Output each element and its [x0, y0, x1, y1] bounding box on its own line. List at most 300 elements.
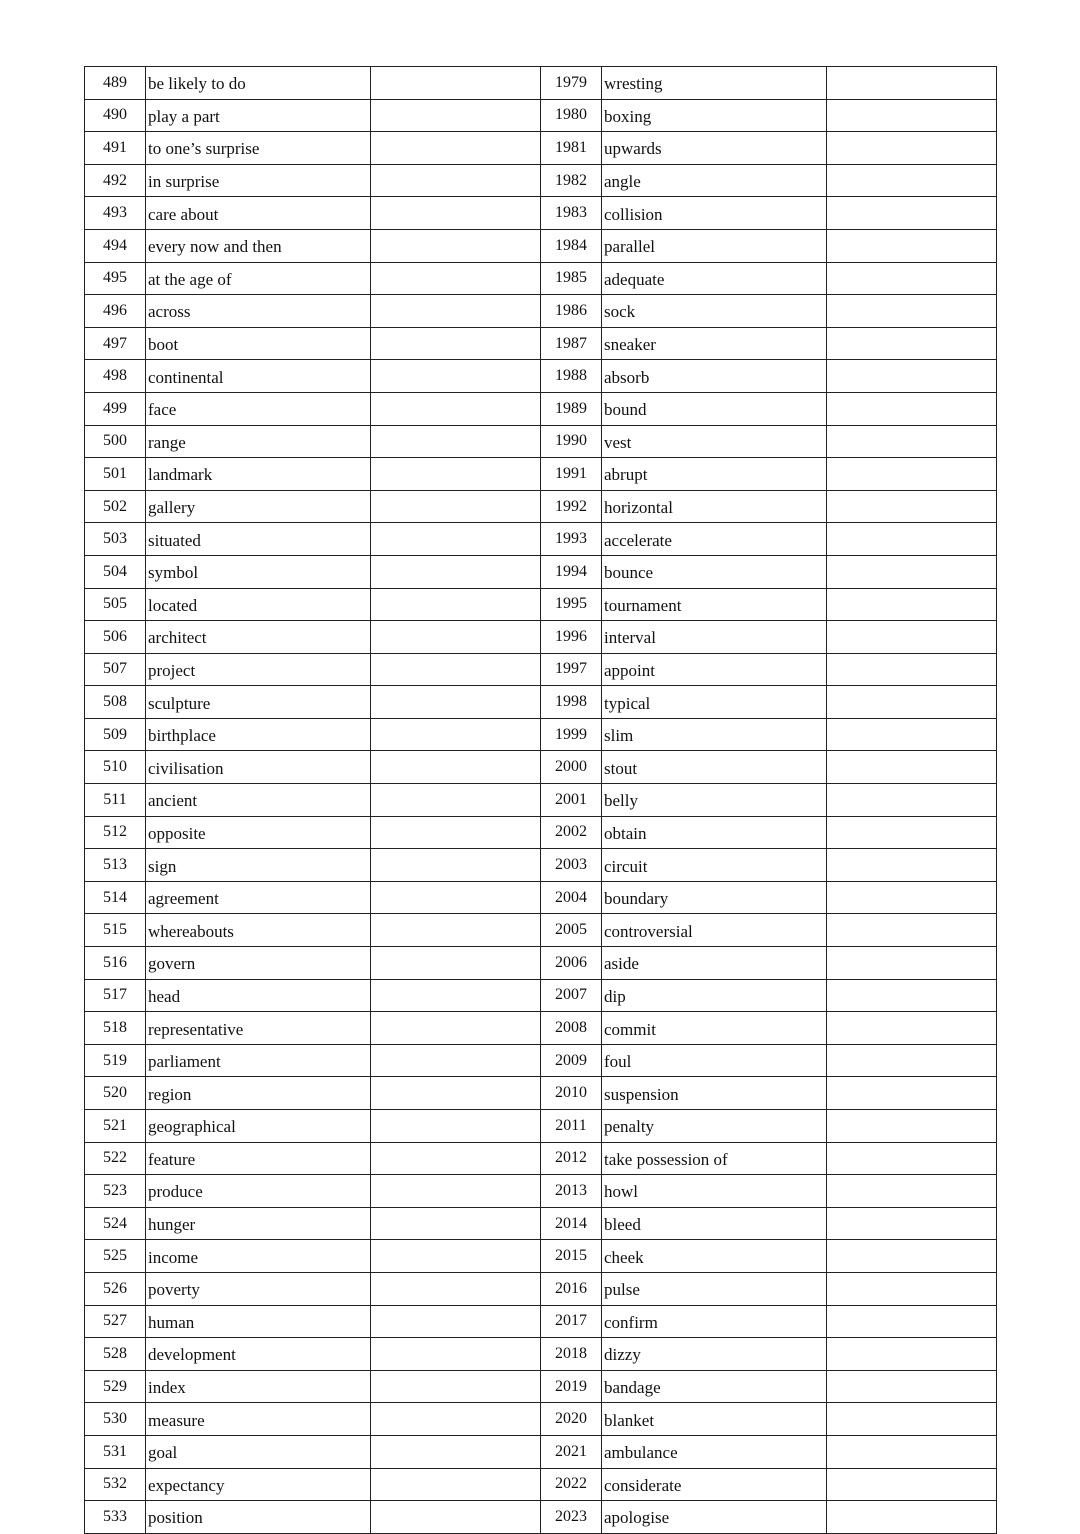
right-entry-word: parallel — [602, 229, 827, 262]
table-row — [85, 588, 997, 621]
left-entry-number: 515 — [85, 914, 146, 947]
right-answer-cell — [827, 849, 997, 882]
left-entry-number: 532 — [85, 1468, 146, 1501]
left-answer-cell — [371, 523, 541, 556]
left-entry-word: whereabouts — [146, 914, 371, 947]
table-row — [85, 1501, 997, 1534]
right-entry-word: howl — [602, 1175, 827, 1208]
left-answer-cell — [371, 360, 541, 393]
right-entry-word: confirm — [602, 1305, 827, 1338]
left-answer-cell — [371, 914, 541, 947]
table-row — [85, 914, 997, 947]
right-entry-word: stout — [602, 751, 827, 784]
table-row — [85, 1468, 997, 1501]
table-row — [85, 1370, 997, 1403]
right-answer-cell — [827, 262, 997, 295]
right-answer-cell — [827, 784, 997, 817]
left-entry-word: birthplace — [146, 718, 371, 751]
left-entry-number: 500 — [85, 425, 146, 458]
left-entry-word: expectancy — [146, 1468, 371, 1501]
right-answer-cell — [827, 523, 997, 556]
table-row — [85, 816, 997, 849]
table-row — [85, 1435, 997, 1468]
left-entry-number: 492 — [85, 164, 146, 197]
table-row — [85, 1338, 997, 1371]
left-entry-number: 522 — [85, 1142, 146, 1175]
left-entry-number: 528 — [85, 1338, 146, 1371]
left-entry-word: be likely to do — [146, 67, 371, 100]
right-entry-number: 1996 — [541, 621, 602, 654]
table-row — [85, 425, 997, 458]
table-row — [85, 1240, 997, 1273]
table-row — [85, 947, 997, 980]
right-answer-cell — [827, 490, 997, 523]
right-entry-word: ambulance — [602, 1435, 827, 1468]
right-entry-number: 2019 — [541, 1370, 602, 1403]
right-answer-cell — [827, 653, 997, 686]
left-entry-word: landmark — [146, 458, 371, 491]
left-entry-word: architect — [146, 621, 371, 654]
left-entry-word: human — [146, 1305, 371, 1338]
left-entry-number: 531 — [85, 1435, 146, 1468]
right-entry-number: 2007 — [541, 979, 602, 1012]
right-answer-cell — [827, 360, 997, 393]
table-row — [85, 229, 997, 262]
right-entry-number: 2022 — [541, 1468, 602, 1501]
table-row — [85, 490, 997, 523]
right-entry-word: bandage — [602, 1370, 827, 1403]
left-entry-word: civilisation — [146, 751, 371, 784]
right-answer-cell — [827, 1175, 997, 1208]
right-entry-word: considerate — [602, 1468, 827, 1501]
left-entry-word: govern — [146, 947, 371, 980]
left-answer-cell — [371, 197, 541, 230]
left-answer-cell — [371, 1240, 541, 1273]
right-entry-number: 1984 — [541, 229, 602, 262]
right-answer-cell — [827, 425, 997, 458]
right-answer-cell — [827, 1305, 997, 1338]
left-answer-cell — [371, 327, 541, 360]
right-entry-word: sneaker — [602, 327, 827, 360]
table-row — [85, 262, 997, 295]
left-entry-number: 524 — [85, 1207, 146, 1240]
right-entry-number: 1991 — [541, 458, 602, 491]
right-entry-number: 2021 — [541, 1435, 602, 1468]
left-entry-word: goal — [146, 1435, 371, 1468]
right-answer-cell — [827, 751, 997, 784]
right-entry-number: 2018 — [541, 1338, 602, 1371]
left-entry-word: hunger — [146, 1207, 371, 1240]
right-entry-word: boxing — [602, 99, 827, 132]
right-entry-word: dip — [602, 979, 827, 1012]
left-entry-number: 504 — [85, 555, 146, 588]
right-entry-number: 2008 — [541, 1012, 602, 1045]
left-answer-cell — [371, 621, 541, 654]
left-entry-word: region — [146, 1077, 371, 1110]
left-answer-cell — [371, 99, 541, 132]
right-entry-number: 1989 — [541, 392, 602, 425]
right-answer-cell — [827, 295, 997, 328]
left-entry-number: 502 — [85, 490, 146, 523]
table-row — [85, 360, 997, 393]
right-answer-cell — [827, 1207, 997, 1240]
left-entry-word: across — [146, 295, 371, 328]
left-answer-cell — [371, 881, 541, 914]
left-entry-number: 499 — [85, 392, 146, 425]
right-entry-word: slim — [602, 718, 827, 751]
table-row — [85, 1044, 997, 1077]
left-entry-number: 525 — [85, 1240, 146, 1273]
right-entry-number: 2017 — [541, 1305, 602, 1338]
left-entry-number: 513 — [85, 849, 146, 882]
right-entry-word: vest — [602, 425, 827, 458]
left-entry-number: 503 — [85, 523, 146, 556]
left-entry-word: geographical — [146, 1110, 371, 1143]
right-entry-number: 2009 — [541, 1044, 602, 1077]
right-entry-word: controversial — [602, 914, 827, 947]
left-entry-number: 493 — [85, 197, 146, 230]
left-answer-cell — [371, 979, 541, 1012]
left-entry-number: 514 — [85, 881, 146, 914]
left-answer-cell — [371, 1110, 541, 1143]
right-entry-number: 2014 — [541, 1207, 602, 1240]
left-entry-number: 526 — [85, 1272, 146, 1305]
left-answer-cell — [371, 229, 541, 262]
right-answer-cell — [827, 979, 997, 1012]
right-entry-number: 2000 — [541, 751, 602, 784]
left-entry-number: 498 — [85, 360, 146, 393]
table-row — [85, 295, 997, 328]
left-entry-number: 489 — [85, 67, 146, 100]
right-entry-number: 2004 — [541, 881, 602, 914]
right-entry-number: 1990 — [541, 425, 602, 458]
right-entry-number: 2012 — [541, 1142, 602, 1175]
left-entry-number: 507 — [85, 653, 146, 686]
right-answer-cell — [827, 1468, 997, 1501]
right-answer-cell — [827, 816, 997, 849]
table-row — [85, 1403, 997, 1436]
right-entry-number: 1983 — [541, 197, 602, 230]
right-answer-cell — [827, 1240, 997, 1273]
right-entry-number: 1997 — [541, 653, 602, 686]
right-entry-word: apologise — [602, 1501, 827, 1534]
left-entry-number: 520 — [85, 1077, 146, 1110]
right-entry-word: cheek — [602, 1240, 827, 1273]
right-entry-number: 1992 — [541, 490, 602, 523]
left-entry-number: 527 — [85, 1305, 146, 1338]
left-entry-number: 518 — [85, 1012, 146, 1045]
table-row — [85, 1305, 997, 1338]
left-entry-word: situated — [146, 523, 371, 556]
left-answer-cell — [371, 1305, 541, 1338]
left-answer-cell — [371, 1501, 541, 1534]
table-row — [85, 1142, 997, 1175]
left-entry-word: every now and then — [146, 229, 371, 262]
left-entry-number: 501 — [85, 458, 146, 491]
left-entry-word: sign — [146, 849, 371, 882]
left-answer-cell — [371, 295, 541, 328]
right-entry-word: suspension — [602, 1077, 827, 1110]
right-entry-word: penalty — [602, 1110, 827, 1143]
right-answer-cell — [827, 1272, 997, 1305]
left-entry-number: 517 — [85, 979, 146, 1012]
right-entry-word: belly — [602, 784, 827, 817]
table-row — [85, 132, 997, 165]
left-answer-cell — [371, 490, 541, 523]
table-row — [85, 1272, 997, 1305]
table-row — [85, 653, 997, 686]
right-entry-number: 1994 — [541, 555, 602, 588]
right-entry-word: horizontal — [602, 490, 827, 523]
left-entry-word: symbol — [146, 555, 371, 588]
right-answer-cell — [827, 1435, 997, 1468]
table-row — [85, 164, 997, 197]
right-entry-number: 1999 — [541, 718, 602, 751]
left-entry-word: index — [146, 1370, 371, 1403]
table-row — [85, 881, 997, 914]
left-answer-cell — [371, 132, 541, 165]
left-entry-word: ancient — [146, 784, 371, 817]
left-answer-cell — [371, 816, 541, 849]
vocabulary-table — [84, 66, 997, 1534]
table-row — [85, 99, 997, 132]
right-answer-cell — [827, 1110, 997, 1143]
left-entry-number: 490 — [85, 99, 146, 132]
left-entry-word: opposite — [146, 816, 371, 849]
right-entry-number: 2005 — [541, 914, 602, 947]
left-answer-cell — [371, 262, 541, 295]
left-entry-word: feature — [146, 1142, 371, 1175]
left-answer-cell — [371, 164, 541, 197]
right-entry-word: foul — [602, 1044, 827, 1077]
right-entry-number: 2013 — [541, 1175, 602, 1208]
right-entry-word: bleed — [602, 1207, 827, 1240]
left-entry-number: 491 — [85, 132, 146, 165]
left-answer-cell — [371, 1207, 541, 1240]
right-entry-number: 1979 — [541, 67, 602, 100]
left-entry-word: position — [146, 1501, 371, 1534]
right-answer-cell — [827, 99, 997, 132]
right-entry-number: 1998 — [541, 686, 602, 719]
left-answer-cell — [371, 686, 541, 719]
right-entry-number: 2015 — [541, 1240, 602, 1273]
right-entry-word: take possession of — [602, 1142, 827, 1175]
right-entry-word: collision — [602, 197, 827, 230]
right-answer-cell — [827, 1044, 997, 1077]
table-row — [85, 621, 997, 654]
right-entry-word: wresting — [602, 67, 827, 100]
left-answer-cell — [371, 1044, 541, 1077]
left-entry-number: 519 — [85, 1044, 146, 1077]
table-row — [85, 197, 997, 230]
left-entry-word: project — [146, 653, 371, 686]
left-entry-word: measure — [146, 1403, 371, 1436]
left-answer-cell — [371, 1370, 541, 1403]
right-answer-cell — [827, 1077, 997, 1110]
right-entry-word: interval — [602, 621, 827, 654]
left-answer-cell — [371, 1468, 541, 1501]
left-entry-number: 509 — [85, 718, 146, 751]
left-entry-number: 511 — [85, 784, 146, 817]
table-row — [85, 555, 997, 588]
right-entry-word: appoint — [602, 653, 827, 686]
vocabulary-table-body — [85, 67, 997, 1534]
left-entry-number: 533 — [85, 1501, 146, 1534]
left-entry-word: play a part — [146, 99, 371, 132]
right-entry-number: 1981 — [541, 132, 602, 165]
left-answer-cell — [371, 392, 541, 425]
left-entry-number: 510 — [85, 751, 146, 784]
right-answer-cell — [827, 1338, 997, 1371]
left-entry-number: 508 — [85, 686, 146, 719]
right-entry-word: bounce — [602, 555, 827, 588]
left-answer-cell — [371, 718, 541, 751]
right-entry-number: 1988 — [541, 360, 602, 393]
right-entry-word: commit — [602, 1012, 827, 1045]
left-entry-number: 529 — [85, 1370, 146, 1403]
left-entry-word: boot — [146, 327, 371, 360]
left-entry-word: continental — [146, 360, 371, 393]
right-entry-number: 1995 — [541, 588, 602, 621]
right-answer-cell — [827, 327, 997, 360]
right-answer-cell — [827, 67, 997, 100]
left-answer-cell — [371, 425, 541, 458]
left-entry-number: 516 — [85, 947, 146, 980]
table-row — [85, 523, 997, 556]
right-entry-number: 2011 — [541, 1110, 602, 1143]
right-answer-cell — [827, 392, 997, 425]
left-entry-number: 521 — [85, 1110, 146, 1143]
table-row — [85, 849, 997, 882]
table-row — [85, 67, 997, 100]
table-row — [85, 1077, 997, 1110]
table-row — [85, 1175, 997, 1208]
left-entry-word: income — [146, 1240, 371, 1273]
table-row — [85, 1012, 997, 1045]
right-entry-word: sock — [602, 295, 827, 328]
right-entry-number: 1982 — [541, 164, 602, 197]
left-answer-cell — [371, 849, 541, 882]
left-answer-cell — [371, 588, 541, 621]
left-entry-word: parliament — [146, 1044, 371, 1077]
left-entry-word: located — [146, 588, 371, 621]
right-entry-number: 2020 — [541, 1403, 602, 1436]
left-answer-cell — [371, 947, 541, 980]
right-answer-cell — [827, 686, 997, 719]
left-answer-cell — [371, 1175, 541, 1208]
table-row — [85, 1110, 997, 1143]
right-entry-number: 1980 — [541, 99, 602, 132]
left-entry-word: development — [146, 1338, 371, 1371]
left-entry-word: in surprise — [146, 164, 371, 197]
right-answer-cell — [827, 197, 997, 230]
left-entry-word: poverty — [146, 1272, 371, 1305]
right-answer-cell — [827, 1403, 997, 1436]
right-entry-word: dizzy — [602, 1338, 827, 1371]
left-entry-word: agreement — [146, 881, 371, 914]
left-answer-cell — [371, 67, 541, 100]
table-row — [85, 979, 997, 1012]
left-entry-number: 523 — [85, 1175, 146, 1208]
left-entry-word: care about — [146, 197, 371, 230]
left-answer-cell — [371, 1142, 541, 1175]
left-entry-number: 505 — [85, 588, 146, 621]
table-row — [85, 458, 997, 491]
right-answer-cell — [827, 229, 997, 262]
left-entry-number: 497 — [85, 327, 146, 360]
left-entry-word: produce — [146, 1175, 371, 1208]
left-entry-number: 512 — [85, 816, 146, 849]
table-row — [85, 392, 997, 425]
right-answer-cell — [827, 458, 997, 491]
left-entry-number: 496 — [85, 295, 146, 328]
right-entry-number: 2001 — [541, 784, 602, 817]
right-entry-number: 2002 — [541, 816, 602, 849]
left-answer-cell — [371, 653, 541, 686]
right-entry-number: 2006 — [541, 947, 602, 980]
left-entry-number: 506 — [85, 621, 146, 654]
left-answer-cell — [371, 784, 541, 817]
right-entry-word: typical — [602, 686, 827, 719]
left-entry-word: sculpture — [146, 686, 371, 719]
left-entry-word: face — [146, 392, 371, 425]
right-entry-number: 1987 — [541, 327, 602, 360]
left-entry-number: 494 — [85, 229, 146, 262]
right-entry-word: obtain — [602, 816, 827, 849]
right-answer-cell — [827, 1501, 997, 1534]
right-entry-word: adequate — [602, 262, 827, 295]
left-entry-number: 530 — [85, 1403, 146, 1436]
left-entry-word: to one’s surprise — [146, 132, 371, 165]
left-answer-cell — [371, 458, 541, 491]
right-entry-word: accelerate — [602, 523, 827, 556]
right-answer-cell — [827, 1012, 997, 1045]
right-answer-cell — [827, 588, 997, 621]
right-entry-word: circuit — [602, 849, 827, 882]
table-row — [85, 1207, 997, 1240]
right-entry-word: upwards — [602, 132, 827, 165]
left-entry-number: 495 — [85, 262, 146, 295]
right-entry-word: boundary — [602, 881, 827, 914]
left-answer-cell — [371, 1012, 541, 1045]
left-answer-cell — [371, 555, 541, 588]
left-entry-word: gallery — [146, 490, 371, 523]
right-answer-cell — [827, 621, 997, 654]
left-entry-word: representative — [146, 1012, 371, 1045]
right-entry-number: 2010 — [541, 1077, 602, 1110]
left-entry-word: head — [146, 979, 371, 1012]
right-answer-cell — [827, 555, 997, 588]
right-entry-word: abrupt — [602, 458, 827, 491]
right-entry-word: absorb — [602, 360, 827, 393]
table-row — [85, 751, 997, 784]
right-entry-word: pulse — [602, 1272, 827, 1305]
right-answer-cell — [827, 1142, 997, 1175]
right-answer-cell — [827, 132, 997, 165]
left-answer-cell — [371, 1272, 541, 1305]
left-entry-word: range — [146, 425, 371, 458]
left-answer-cell — [371, 1077, 541, 1110]
left-answer-cell — [371, 751, 541, 784]
left-answer-cell — [371, 1338, 541, 1371]
right-entry-number: 2023 — [541, 1501, 602, 1534]
right-entry-word: angle — [602, 164, 827, 197]
right-entry-word: tournament — [602, 588, 827, 621]
table-row — [85, 686, 997, 719]
right-answer-cell — [827, 947, 997, 980]
right-answer-cell — [827, 718, 997, 751]
right-answer-cell — [827, 1370, 997, 1403]
